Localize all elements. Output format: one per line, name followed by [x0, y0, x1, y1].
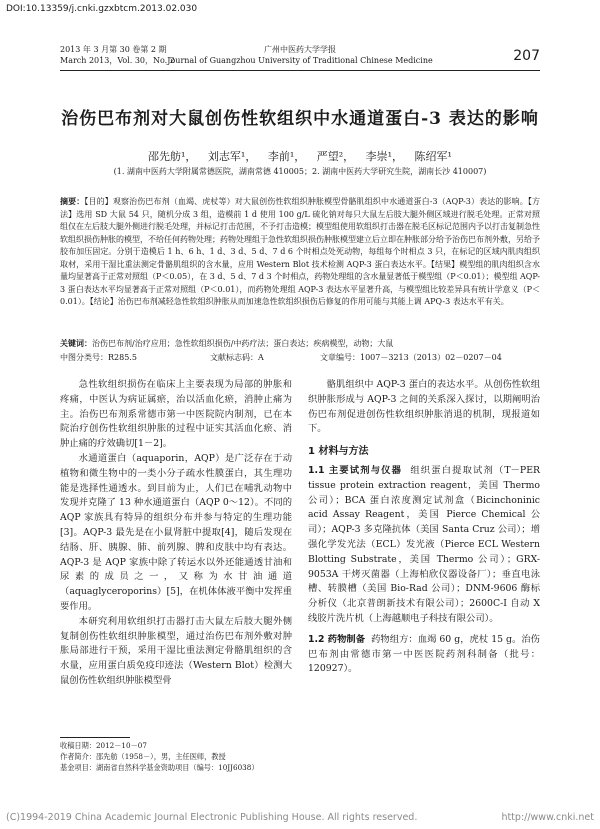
article-id: 文章编号：1007－3213（2013）02－0207－04 — [320, 353, 502, 362]
journal-name — [60, 44, 540, 66]
document-code: 文献标志码：A — [210, 353, 264, 362]
body-column-right — [308, 378, 540, 677]
header-divider — [60, 70, 540, 71]
subsection-reagents — [308, 464, 540, 627]
subsection-reagents-text: 组织蛋白提取试剂（T－PER tissue protein extraction reagent，美国 Thermo 公司）；BCA 蛋白浓度测定试剂盒（Bicinchoninic acid Assay Reagent，美国 Pierce Chemical 公司）；AQP-3 多克隆抗体（美国 Santa Cruz 公司）；增强化学发光法（ECL）发光液（Pierce ECL Western Blotting Substrate，美国 Thermo 公司）；GRX-9053A 干烤灭菌器（上海柏欣仪器设备厂）；垂直电泳槽、转膜槽（美国 Bio-Rad 公司）；DNM-9606 酶标分析仪（北京普朗新技术有限公司）；2600C-I 自动 X 线胶片洗片机（上海越顺电子科技有限公司）。 — [308, 464, 540, 624]
doi-label: DOI:10.13359/j.cnki.gzxbtcm.2013.02.030 — [6, 4, 198, 14]
abstract-label: 摘要： — [60, 197, 85, 206]
classification-row — [60, 352, 540, 363]
subsection-drug-prep — [308, 633, 540, 677]
intro-paragraph-1: 急性软组织损伤在临床上主要表现为局部的肿胀和疼痛，中医认为病证属瘀，治以活血化瘀，消肿止痛为主。治伤巴布剂系常德市第一中医院院内制剂，已在本院治疗创伤性软组织肿胀的过程中证实其活血化瘀、消肿止痛的疗效确切[1－2]。 — [60, 379, 292, 450]
intro-paragraph-2: 水通道蛋白（aquaporin，AQP）是广泛存在于动植物和微生物中的一类小分子疏水性膜蛋白，其生理功能是选择性通透水。到目前为止，人们已在哺乳动物中发现并克隆了 13 种水通道蛋白（AQP 0～12）。不同的 AQP 家族具有特异的组织分布并参与特定的生理功能[3]。AQP-3 最先是在小鼠肾脏中提取[4]，随后发现在结肠、肝、胰腺、肺、前列腺、脾和皮肤中均有表达。AQP-3 是 AQP 家族中除了转运水以外还能通透甘油和尿素的成员之一，又称为水甘油通道（aquaglyceroporins）[5]，在机体体液平衡中发挥重要作用。 — [60, 452, 292, 612]
clc-number: 中图分类号：R285.5 — [60, 353, 137, 362]
copyright-text: (C)1994-2019 China Academic Journal Electronic Publishing House. All rights reserved. — [6, 812, 418, 823]
author-list: 邵先舫¹， 刘志军¹， 李前¹， 严望²， 李崇¹， 陈绍军¹ — [148, 150, 452, 163]
footnote-author: 作者简介：邵先舫（1958－），男，主任医师，教授 — [60, 752, 226, 761]
journal-en: Journal of Guangzhou University of Traditional Chinese Medicine — [167, 56, 433, 65]
affiliations: (1. 湖南中医药大学附属常德医院，湖南常德 410005；2. 湖南中医药大学研究生院，湖南长沙 410007) — [113, 167, 487, 176]
keywords-label: 关键词： — [60, 338, 92, 348]
keywords-text: 治伤巴布剂/治疗应用；急性软组织损伤/中药疗法；蛋白表达；疾病模型，动物；大鼠 — [92, 339, 394, 348]
cnki-link[interactable]: http://www.cnki.net — [501, 812, 594, 823]
footnote-fund: 基金项目：湖南省自然科学基金资助项目（编号：10JJ6038） — [60, 763, 259, 772]
abstract — [60, 196, 540, 309]
footnote-received: 收稿日期：2012－10－07 — [60, 741, 147, 750]
article-title: 治伤巴布剂对大鼠创伤性软组织中水通道蛋白-3 表达的影响 — [61, 109, 539, 129]
section-heading-methods: 1 材料与方法 — [308, 446, 369, 458]
footnote-divider — [60, 737, 130, 738]
copyright-bar — [6, 812, 594, 823]
footnotes — [60, 740, 259, 773]
subsection-drug-prep-label: 1.2 药物制备 — [308, 633, 366, 645]
subsection-drug-prep-text: 药物组方：血竭 60 g，虎杖 15 g。治伤巴布剂由常德市第一中医医院药剂科制备（批号：120927）。 — [308, 633, 540, 675]
body-column-left — [60, 378, 292, 689]
page-number: 207 — [513, 48, 540, 64]
intro-paragraph-4: 骼肌组织中 AQP-3 蛋白的表达水平。从创伤性软组织肿胀形成与 AQP-3 之间的关系深入探讨，以期阐明治伤巴布剂促进创伤性软组织肿胀消退的机制，现报道如下。 — [308, 379, 540, 435]
issue-cn: 2013 年 3 月第 30 卷第 2 期 — [60, 45, 167, 54]
subsection-reagents-label: 1.1 主要试剂与仪器 — [308, 464, 403, 476]
intro-paragraph-3: 本研究利用软组织打击器打击大鼠左后肢大腿外侧复制创伤性软组织肿胀模型，通过治伤巴布剂外敷对肿胀局部进行干预，采用干湿比重法测定骨骼肌组织的含水量，应用蛋白质免疫印迹法（Western Blot）检测大鼠创伤性软组织肿胀模型骨 — [60, 615, 292, 686]
running-header — [60, 36, 540, 80]
journal-cn: 广州中医药大学学报 — [264, 45, 336, 54]
abstract-text: 【目的】观察治伤巴布剂（血竭、虎杖等）对大鼠创伤性软组织肿胀模型骨骼肌组织中水通道蛋白-3（AQP-3）表达的影响。【方法】选用 SD 大鼠 54 只，随机分成 3 组，造模前 1 d 使用 100 g/L 硫化钠对每只大鼠左后肢大腿外侧区域进行脱毛处理。正常对照组仅在左后肢大腿外侧进行脱毛处理，并标记打击范围，不予打击造模；模型组使用软组织打击器在脱毛区标记范围内予以打击复制急性软组织损伤肿胀的模型，不给任何药物处理；药物处理组于急性软组织损伤肿胀模型建立后立即在肿胀部分给予治伤巴布剂外敷，另给予胶布加压固定。分别于造模后 1 h、6 h、1 d、3 d、5 d、7 d 6 个时相点处死动物，每组每个时相点 3 只，在标记的区域内肌肉组织取材，采用干湿比重法测定骨骼肌组织的含水量，应用 Western Blot 技术检测 AQP-3 蛋白表达水平。【结果】模型组的肌肉组织含水量均显著高于正常对照组（P＜0.05），在 3 d、5 d、7 d 3 个时相点，药物处理组的含水量显著低于模型组（P＜0.01）；模型组 AQP-3 蛋白表达水平均显著高于正常对照组（P＜0.01），而药物处理组 AQP-3 表达水平显著升高，与模型组比较差异具有统计学意义（P＜0.01）。【结论】治伤巴布剂减轻急性软组织肿胀从而加速急性软组织损伤后修复的作用可能与其能上调 APQ-3 表达水平有关。 — [60, 197, 540, 306]
issue-en: March 2013，Vol. 30，No. 2 — [60, 56, 175, 65]
keywords — [60, 337, 540, 350]
